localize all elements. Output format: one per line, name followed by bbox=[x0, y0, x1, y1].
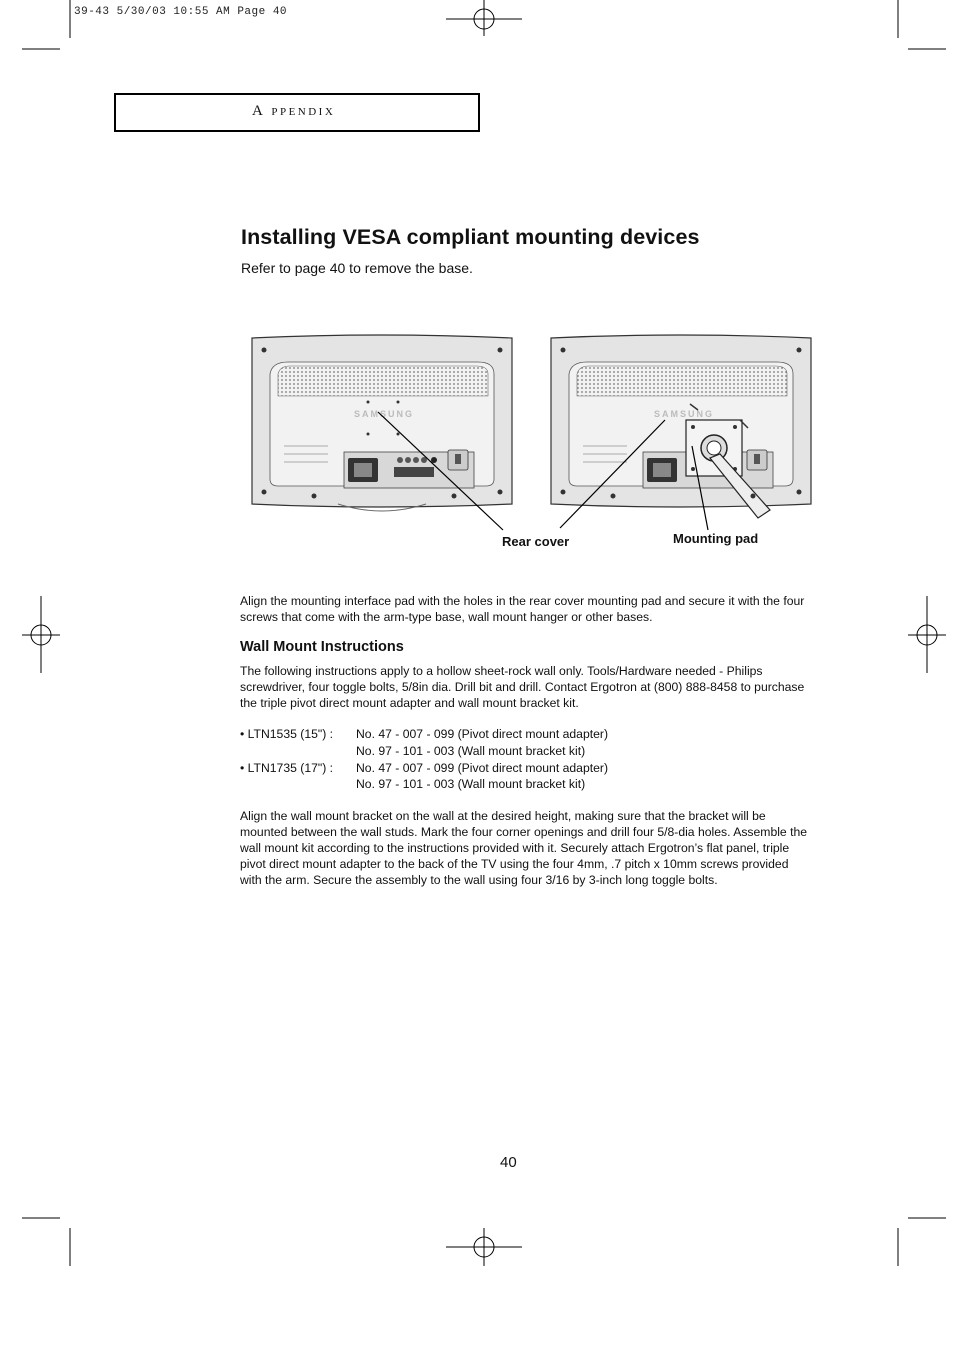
intro-paragraph: Align the mounting interface pad with the holes in the rear cover mounting pad and secure it with the four screws that come with the arm-type base, wall mount hanger or other bases. bbox=[240, 594, 805, 624]
model-part: No. 97 - 101 - 003 (Wall mount bracket kit) bbox=[356, 744, 586, 758]
model-part: No. 47 - 007 - 099 (Pivot direct mount adapter) bbox=[356, 727, 609, 741]
tv-rear-left bbox=[252, 335, 512, 511]
printer-slug: 39-43 5/30/03 10:55 AM Page 40 bbox=[74, 6, 288, 18]
page-title: Installing VESA compliant mounting devices bbox=[241, 225, 700, 249]
model-name: • LTN1535 (15") : bbox=[240, 727, 334, 741]
page-subtitle: Refer to page 40 to remove the base. bbox=[241, 260, 473, 276]
model-name: • LTN1735 (17") : bbox=[240, 761, 334, 775]
wall-mount-heading: Wall Mount Instructions bbox=[240, 639, 404, 655]
tv-rear-right bbox=[551, 335, 811, 518]
final-paragraph: Align the wall mount bracket on the wall at the desired height, making sure that the bracket will be mounted between the wall studs. Mark the four corner openings and drill four 5/8-dia holes. Assemble the wall mount kit according to the instructions provided with it. Securely attach Ergotron’s flat panel, triple pivot direct mount adapter to the back of the TV using the four 4mm, .7 pitch x 10mm screws provided with the arm. Secure the assembly to the wall using four 3/16 by 3-inch long toggle bolts. bbox=[240, 809, 808, 887]
tv-rear-illustration bbox=[248, 334, 818, 564]
brand-text-right: SAMSUNG bbox=[653, 409, 715, 419]
section-header-box bbox=[114, 93, 480, 132]
section-header-label bbox=[252, 103, 335, 120]
brand-text-left: SAMSUNG bbox=[353, 409, 415, 419]
wall-mount-paragraph: The following instructions apply to a hollow sheet-rock wall only. Tools/Hardware needed - Philips screwdriver, four toggle bolts, 5/8in dia. Drill bit and drill. Contact Ergotron at (800) 888-8458 to purchase the triple pivot direct mount adapter and wall mount bracket kit. bbox=[240, 664, 805, 710]
label-rear-cover: Rear cover bbox=[502, 534, 570, 549]
page-number: 40 bbox=[500, 1154, 517, 1171]
label-mounting-pad: Mounting pad bbox=[673, 531, 759, 546]
model-part: No. 97 - 101 - 003 (Wall mount bracket kit) bbox=[356, 777, 586, 791]
section-header-rest: PPENDIX bbox=[271, 106, 336, 118]
section-header-initial: A bbox=[252, 103, 266, 119]
model-part: No. 47 - 007 - 099 (Pivot direct mount adapter) bbox=[356, 761, 609, 775]
